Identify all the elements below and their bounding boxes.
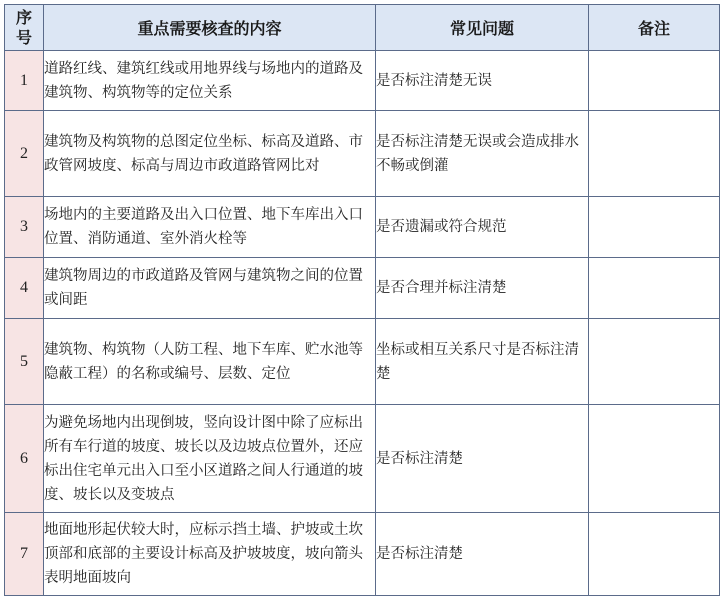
row-number: 4 bbox=[5, 258, 44, 319]
row-note bbox=[589, 405, 720, 513]
header-common-issue: 常见问题 bbox=[376, 5, 589, 51]
row-note bbox=[589, 51, 720, 111]
row-issue: 是否标注清楚无误 bbox=[376, 51, 589, 111]
table-row bbox=[5, 111, 720, 197]
row-note bbox=[589, 197, 720, 258]
row-content: 建筑物、构筑物（人防工程、地下车库、贮水池等隐蔽工程）的名称或编号、层数、定位 bbox=[44, 319, 376, 405]
table-row bbox=[5, 513, 720, 596]
row-content: 道路红线、建筑红线或用地界线与场地内的道路及建筑物、构筑物等的定位关系 bbox=[44, 51, 376, 111]
row-issue: 是否标注清楚 bbox=[376, 405, 589, 513]
row-issue: 是否标注清楚 bbox=[376, 513, 589, 596]
table-row bbox=[5, 197, 720, 258]
header-serial-number bbox=[5, 5, 44, 51]
table-header bbox=[5, 5, 720, 51]
row-issue: 是否标注清楚无误或会造成排水不畅或倒灌 bbox=[376, 111, 589, 197]
table-row bbox=[5, 258, 720, 319]
row-content: 建筑物及构筑物的总图定位坐标、标高及道路、市政管网坡度、标高与周边市政道路管网比对 bbox=[44, 111, 376, 197]
row-content: 建筑物周边的市政道路及管网与建筑物之间的位置或间距 bbox=[44, 258, 376, 319]
row-issue: 是否遗漏或符合规范 bbox=[376, 197, 589, 258]
row-content: 为避免场地内出现倒坡，竖向设计图中除了应标出所有车行道的坡度、坡长以及边坡点位置外，还应标出住宅单元出入口至小区道路之间人行通道的坡度、坡长以及变坡点 bbox=[44, 405, 376, 513]
row-number: 1 bbox=[5, 51, 44, 111]
table-row bbox=[5, 51, 720, 111]
review-checklist-sheet bbox=[4, 4, 719, 594]
table-body bbox=[5, 51, 720, 596]
header-serial-line2: 号 bbox=[15, 27, 32, 47]
review-checklist-table bbox=[4, 4, 720, 596]
row-note bbox=[589, 319, 720, 405]
header-content: 重点需要核查的内容 bbox=[44, 5, 376, 51]
row-note bbox=[589, 111, 720, 197]
header-serial-line1: 序 bbox=[15, 7, 32, 27]
row-content: 地面地形起伏较大时，应标示挡土墙、护坡或土坎顶部和底部的主要设计标高及护坡坡度，坡向箭头表明地面坡向 bbox=[44, 513, 376, 596]
row-number: 2 bbox=[5, 111, 44, 197]
table-row bbox=[5, 319, 720, 405]
row-issue: 坐标或相互关系尺寸是否标注清楚 bbox=[376, 319, 589, 405]
table-row bbox=[5, 405, 720, 513]
row-note bbox=[589, 258, 720, 319]
row-number: 5 bbox=[5, 319, 44, 405]
header-row bbox=[5, 5, 720, 51]
header-note: 备注 bbox=[589, 5, 720, 51]
row-number: 3 bbox=[5, 197, 44, 258]
row-content: 场地内的主要道路及出入口位置、地下车库出入口位置、消防通道、室外消火栓等 bbox=[44, 197, 376, 258]
row-number: 6 bbox=[5, 405, 44, 513]
row-issue: 是否合理并标注清楚 bbox=[376, 258, 589, 319]
row-number: 7 bbox=[5, 513, 44, 596]
row-note bbox=[589, 513, 720, 596]
